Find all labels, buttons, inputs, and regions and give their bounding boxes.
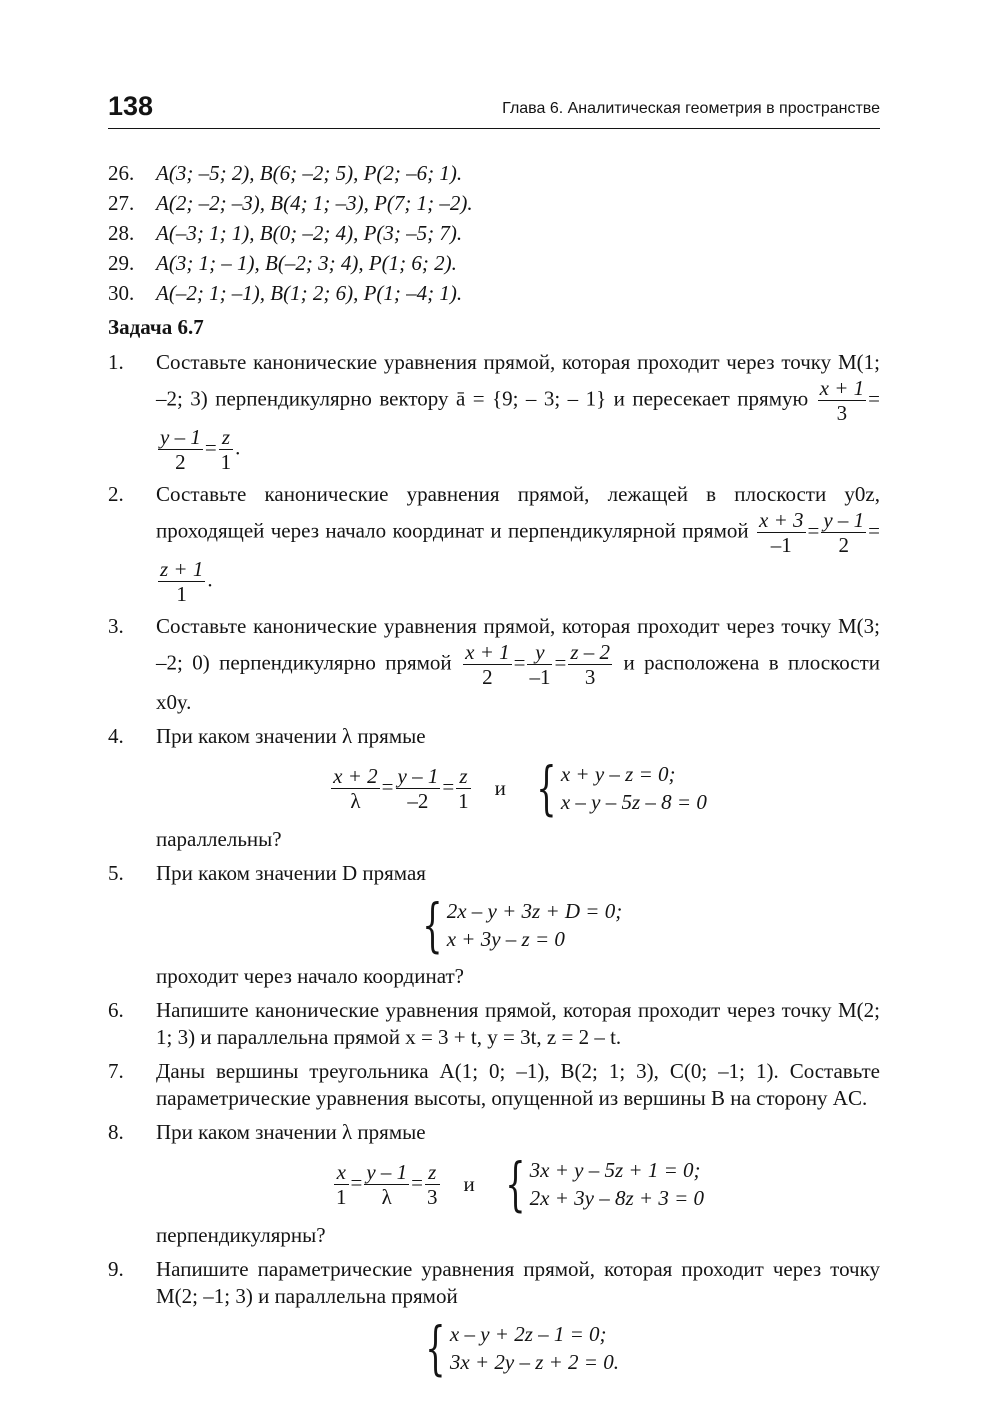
problem-7 xyxy=(108,1058,880,1112)
fraction-numerator: y xyxy=(527,640,552,665)
fraction xyxy=(158,425,203,474)
problem-number: 5. xyxy=(108,861,124,885)
fraction xyxy=(219,425,234,474)
problem-number: 1. xyxy=(108,350,124,374)
fraction-denominator: λ xyxy=(381,1184,392,1209)
page-content xyxy=(108,158,880,1386)
system-line: x – y + 2z – 1 = 0; xyxy=(449,1322,607,1346)
equation-system xyxy=(414,891,623,959)
fraction-numerator: z xyxy=(456,764,471,789)
item-text: A(–2; 1; –1), B(1; 2; 6), P(1; –4; 1). xyxy=(156,280,463,305)
fraction xyxy=(158,557,205,606)
chapter-title: Глава 6. Аналитическая геометрия в пространстве xyxy=(502,100,880,117)
fraction xyxy=(425,1160,440,1209)
problem-body: Составьте канонические уравнения прямой, которая проходит через точку M(1; –2; 3) перпендикулярно вектору ā = {9; – 3; – 1} и пересекает прямую $\frac{x + 1}{3}$ = $\frac{y - 1}{2}$ = $\frac{z}{1}$ . xyxy=(156,350,880,474)
list-item xyxy=(108,158,880,188)
fraction-denominator: 3 xyxy=(584,665,596,689)
problem-number: 8. xyxy=(108,1120,124,1144)
item-text: A(3; –5; 2), B(6; –2; 5), P(2; –6; 1). xyxy=(156,160,463,185)
system-line: x – y – 5z – 8 = 0 xyxy=(560,790,707,814)
problem-text: Даны вершины треугольника A(1; 0; –1), B(2; 1; 3), C(0; –1; 1). Составьте параметрические уравнения высоты, опущенной из вершины B на сторону AC. xyxy=(156,1059,880,1110)
system-line: x + y – z = 0; xyxy=(560,762,676,786)
list-item xyxy=(108,218,880,248)
problem-text-end: проходит через начало координат? xyxy=(156,964,464,988)
fraction-denominator: 2 xyxy=(482,665,493,689)
problem-body xyxy=(156,1256,880,1386)
fraction xyxy=(396,764,441,813)
brace-icon: { xyxy=(425,1314,446,1382)
equation-block xyxy=(156,1314,880,1382)
fraction-denominator: λ xyxy=(350,788,361,813)
problem-text-end: и расположена в плоскости x0y. xyxy=(156,650,881,714)
problem-text-end: параллельны? xyxy=(156,827,282,851)
list-item xyxy=(108,188,880,218)
fraction xyxy=(463,640,512,689)
problem-1 xyxy=(108,349,880,474)
problem-number: 9. xyxy=(108,1257,124,1281)
item-text: A(3; 1; – 1), B(–2; 3; 4), P(1; 6; 2). xyxy=(156,250,457,275)
problem-6 xyxy=(108,997,880,1051)
conjunction: и xyxy=(494,775,506,800)
problem-text: Составьте канонические уравнения прямой, лежащей в плоскости y0z, проходящей через начало координат и перпендикулярной прямой xyxy=(156,482,880,543)
system-line: 2x + 3y – 8z + 3 = 0 xyxy=(529,1186,704,1210)
problem-body: Составьте канонические уравнения прямой, которая проходит через точку M(3; –2; 0) перпендикулярно прямой $\frac{x + 1}{2}$ = $\frac{y}{-1}$ = $\frac{z - 2}{3}$ и расположена в плоскости x0y. xyxy=(156,614,881,714)
page-number: 138 xyxy=(108,91,154,121)
item-text: A(2; –2; –3), B(4; 1; –3), P(7; 1; –2). xyxy=(156,190,473,215)
fraction-numerator: y – 1 xyxy=(823,508,865,532)
system-line: 3x + y – 5z + 1 = 0; xyxy=(529,1158,701,1182)
system-line: 3x + 2y – z + 2 = 0. xyxy=(449,1350,619,1374)
system-line: 2x – y + 3z + D = 0; xyxy=(446,899,623,923)
problem-number: 4. xyxy=(108,724,124,748)
points-list xyxy=(108,158,880,308)
problem-3 xyxy=(108,613,880,716)
equation-block: $\frac{x}{1}$ = $\frac{y - 1}{\lambda}$ = $\frac{z}{3}$ и { 3x + y – 5z + 1 = 0; 2x + 3y – 8z + 3 = 0 xyxy=(336,1150,704,1218)
fraction-denominator: 2 xyxy=(175,450,186,474)
item-text: A(–3; 1; 1), B(0; –2; 4), P(3; –5; 7). xyxy=(156,220,463,245)
fraction-numerator: y – 1 xyxy=(397,763,439,788)
fraction-numerator: x + 1 xyxy=(465,640,510,664)
item-number: 27. xyxy=(108,190,135,215)
system-line: x + 3y – z = 0 xyxy=(446,927,565,951)
problem-number: 3. xyxy=(108,614,124,638)
fraction-denominator: –1 xyxy=(529,665,551,689)
fraction xyxy=(757,508,806,557)
fraction-denominator: 1 xyxy=(220,450,232,474)
problem-number: 2. xyxy=(108,482,124,506)
problem-8 xyxy=(108,1119,880,1249)
item-number: 28. xyxy=(108,220,135,245)
equation-block: $\frac{x + 2}{\lambda}$ = $\frac{y - 1}{-2}$ = $\frac{z}{1}$ и { x + y – z = 0; x – y – 5z – 8 = 0 xyxy=(333,754,707,822)
fraction-numerator: x + 2 xyxy=(333,763,378,788)
fraction-denominator: 3 xyxy=(836,401,848,425)
problem-body: Составьте канонические уравнения прямой, лежащей в плоскости y0z, проходящей через начало координат и перпендикулярной прямой $\frac{x + 3}{-1}$ = $\frac{y - 1}{2}$ = $\frac{z + 1}{1}$ . xyxy=(156,482,881,606)
fraction xyxy=(821,508,866,557)
problem-text: Напишите параметрические уравнения прямой, которая проходит через точку M(2; –1; 3) и параллельна прямой xyxy=(156,1257,880,1308)
problem-5 xyxy=(108,860,880,990)
problem-text: Составьте канонические уравнения прямой, которая проходит через точку M(3; –2; 0) перпендикулярно прямой xyxy=(156,614,880,675)
fraction-denominator: 2 xyxy=(838,533,849,557)
problem-9 xyxy=(108,1256,880,1386)
brace-icon: { xyxy=(536,754,557,822)
fraction-numerator: x + 3 xyxy=(759,508,804,532)
fraction xyxy=(331,764,380,813)
fraction-denominator: 1 xyxy=(176,582,187,606)
fraction-numerator: z xyxy=(425,1160,440,1185)
fraction-numerator: x xyxy=(334,1160,349,1185)
brace-icon: { xyxy=(505,1150,526,1218)
item-number: 30. xyxy=(108,280,135,305)
fraction-denominator: –2 xyxy=(407,788,429,813)
problem-text: При каком значении λ прямые xyxy=(156,1120,426,1144)
equation-system xyxy=(417,1314,619,1382)
problem-body xyxy=(156,860,880,990)
item-number: 26. xyxy=(108,160,135,185)
fraction-denominator: 1 xyxy=(458,788,469,813)
problem-text: Составьте канонические уравнения прямой, которая проходит через точку M(1; –2; 3) перпендикулярно вектору ā = {9; – 3; – 1} и пересекает прямую xyxy=(156,350,880,411)
problem-text: При каком значении λ прямые xyxy=(156,724,426,748)
fraction-denominator: 1 xyxy=(336,1184,347,1209)
page-header xyxy=(108,92,880,129)
problem-text: Напишите канонические уравнения прямой, которая проходит через точку M(2; 1; 3) и параллельна прямой x = 3 + t, y = 3t, z = 2 – t. xyxy=(156,998,880,1049)
fraction-numerator: y – 1 xyxy=(160,425,201,449)
problem-text: При каком значении D прямая xyxy=(156,861,426,885)
brace-icon: { xyxy=(422,891,443,959)
fraction-numerator: z xyxy=(219,425,234,450)
equation-block xyxy=(156,891,880,959)
fraction-numerator: x + 1 xyxy=(819,376,865,400)
conjunction: и xyxy=(463,1171,475,1196)
fraction-numerator: z + 1 xyxy=(160,557,204,581)
fraction-denominator: 3 xyxy=(427,1184,438,1209)
problem-2 xyxy=(108,481,880,606)
problem-text-end: перпендикулярны? xyxy=(156,1223,326,1247)
list-item xyxy=(108,248,880,278)
fraction xyxy=(456,764,471,813)
fraction-numerator: z – 2 xyxy=(570,640,610,664)
problem-4 xyxy=(108,723,880,853)
fraction xyxy=(364,1160,409,1209)
task-title: Задача 6.7 xyxy=(108,315,204,339)
fraction xyxy=(334,1160,349,1209)
fraction xyxy=(527,640,552,689)
list-item xyxy=(108,278,880,308)
fraction-numerator: y – 1 xyxy=(366,1159,408,1184)
problem-body xyxy=(156,723,880,853)
item-number: 29. xyxy=(108,250,135,275)
problem-body xyxy=(156,1119,880,1249)
fraction xyxy=(818,376,867,425)
problem-number: 6. xyxy=(108,998,124,1022)
problem-number: 7. xyxy=(108,1059,124,1083)
fraction xyxy=(568,640,612,689)
equation-system xyxy=(528,754,707,822)
fraction-denominator: –1 xyxy=(770,533,792,557)
